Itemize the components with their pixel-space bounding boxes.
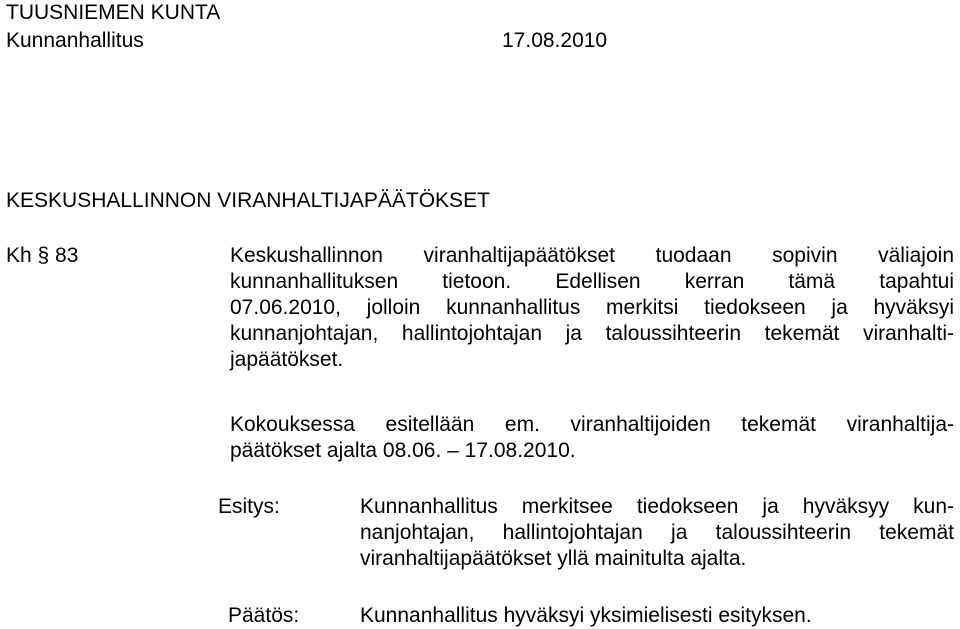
paragraph-line: japäätökset.	[230, 348, 344, 371]
section-title: KESKUSHALLINNON VIRANHALTIJAPÄÄTÖKSET	[6, 189, 490, 212]
item-number: Kh § 83	[6, 244, 79, 267]
proposal-label: Esitys:	[218, 495, 280, 518]
municipality-name: TUUSNIEMEN KUNTA	[6, 1, 221, 24]
paragraph-line: kunnanhallituksen tietoon. Edellisen kerran tämä tapahtui	[230, 270, 954, 293]
paragraph-line: päätökset ajalta 08.06. – 17.08.2010.	[230, 439, 576, 462]
proposal-text	[360, 494, 954, 572]
paragraph-line: kunnanjohtajan, hallintojohtajan ja taloussihteerin tekemät viranhalti-	[230, 322, 954, 345]
proposal-line: Kunnanhallitus merkitsee tiedokseen ja hyväksyy kun-	[360, 495, 954, 518]
decision-label: Päätös:	[228, 604, 300, 627]
proposal-line: viranhaltijapäätökset yllä mainitulta ajalta.	[360, 547, 747, 570]
paragraph-line: Kokouksessa esitellään em. viranhaltijoiden tekemät viranhaltija-	[230, 413, 954, 436]
decision-text: Kunnanhallitus hyväksyi yksimielisesti esityksen.	[360, 604, 812, 627]
paragraph-line: 07.06.2010, jolloin kunnanhallitus merkitsi tiedokseen ja hyväksyi	[230, 296, 954, 319]
paragraph-main	[230, 243, 954, 373]
proposal-line: nanjohtajan, hallintojohtajan ja taloussihteerin tekemät	[360, 521, 954, 544]
paragraph-line: Keskushallinnon viranhaltijapäätökset tuodaan sopivin väliajoin	[230, 244, 954, 267]
meeting-date: 17.08.2010	[502, 29, 608, 52]
paragraph-meeting	[230, 412, 954, 464]
meeting-body: Kunnanhallitus	[6, 29, 144, 52]
